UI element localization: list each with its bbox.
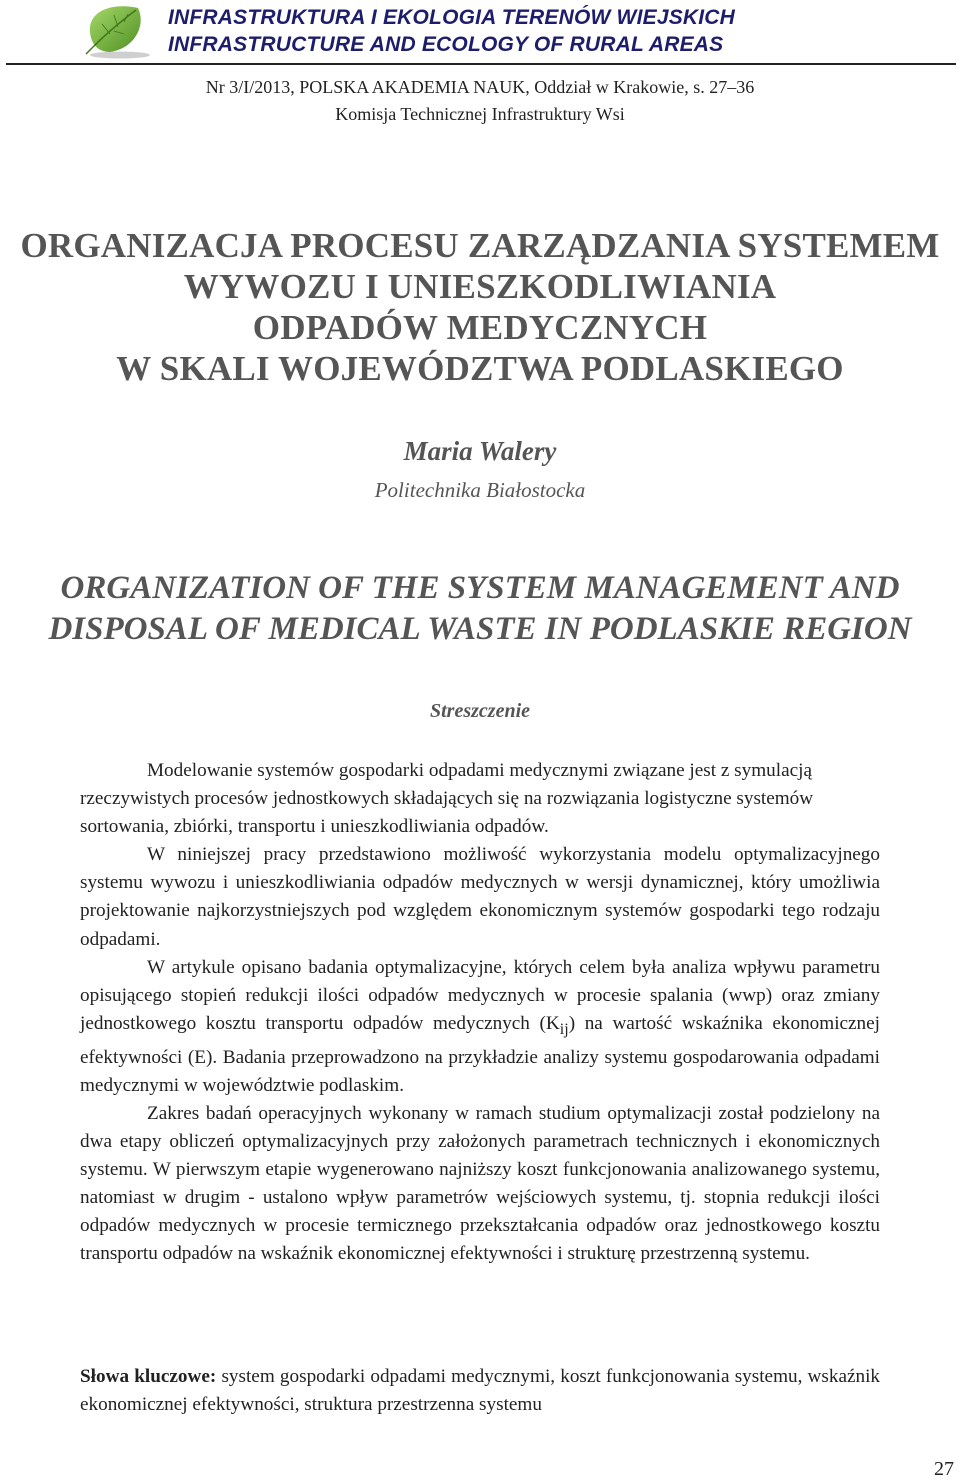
abstract-paragraph — [80, 954, 880, 1100]
journal-header — [0, 0, 960, 66]
page-number: 27 — [934, 1458, 954, 1480]
abstract-text: W artykule opisano badania optymalizacyjne, których celem była analiza wpływu parametru opisującego stopień redukcji ilości odpadów medycznych w procesie spalania (wwp) oraz zmiany jednostkowego kosztu transportu odpadów medycznych (K — [80, 956, 880, 1034]
title-pl-line: W SKALI WOJEWÓDZTWA PODLASKIEGO — [116, 349, 844, 388]
issue-info — [0, 74, 960, 128]
title-en-line: ORGANIZATION OF THE SYSTEM MANAGEMENT AND — [60, 570, 900, 606]
leaf-logo-icon — [80, 2, 158, 60]
title-pl-line: ORGANIZACJA PROCESU ZARZĄDZANIA SYSTEMEM — [20, 226, 940, 265]
article-title-pl — [0, 225, 960, 389]
abstract-paragraph: Zakres badań operacyjnych wykonany w ramach studium optymalizacji został podzielony na dwa etapy obliczeń optymalizacyjnych przy założonych parametrach technicznych i ekonomicznych systemu. W pierwszym etapie wygenerowano najniższy koszt funkcjonowania analizowanego systemu, natomiast w drugim - ustalono wpływ parametrów wejściowych systemu, tj. stopnia redukcji ilości odpadów medycznych w procesie termicznego przekształcania odpadów oraz jednostkowego kosztu transportu odpadów na wskaźnik ekonomicznej efektywności i strukturę przestrzenną systemu. — [80, 1102, 880, 1265]
journal-title-en: INFRASTRUCTURE AND ECOLOGY OF RURAL AREAS — [168, 33, 724, 56]
subscript-ij: ij — [559, 1020, 569, 1038]
abstract-heading: Streszczenie — [430, 700, 530, 722]
author-affiliation: Politechnika Białostocka — [374, 478, 586, 502]
title-pl-line: WYWOZU I UNIESZKODLIWIANIA — [183, 267, 777, 306]
title-pl-line: ODPADÓW MEDYCZNYCH — [252, 308, 708, 347]
abstract-body — [80, 757, 880, 1269]
journal-title-pl: INFRASTRUKTURA I EKOLOGIA TERENÓW WIEJSKICH — [168, 6, 736, 29]
journal-titles — [168, 4, 928, 58]
issue-line-2: Komisja Technicznej Infrastruktury Wsi — [335, 104, 625, 124]
keywords — [80, 1363, 880, 1419]
header-divider — [6, 63, 956, 65]
keywords-label: Słowa kluczowe: — [80, 1366, 217, 1387]
abstract-text: ) na wartość wskaźnika ekonomicznej efektywności (E). Badania przeprowadzono na przykładzie analizy systemu gospodarowania odpadami medycznymi w województwie podlaskim. — [80, 1012, 880, 1096]
issue-line-1: Nr 3/I/2013, POLSKA AKADEMIA NAUK, Oddział w Krakowie, s. 27–36 — [205, 77, 755, 97]
abstract-paragraph: Modelowanie systemów gospodarki odpadami medycznymi związane jest z symulacją rzeczywistych procesów jednostkowych składających się na rozwiązania logistyczne systemów sortowania, zbiórki, transportu i unieszkodliwiania odpadów. — [80, 760, 814, 838]
author-name: Maria Walery — [403, 436, 557, 466]
article-title-en — [0, 568, 960, 650]
title-en-line: DISPOSAL OF MEDICAL WASTE IN PODLASKIE REGION — [48, 611, 912, 647]
abstract-paragraph: W niniejszej pracy przedstawiono możliwość wykorzystania modelu optymalizacyjnego systemu wywozu i unieszkodliwiania odpadów medycznych w wersji dynamicznej, który umożliwia projektowanie najkorzystniejszych pod względem ekonomicznym systemów gospodarki tego rodzaju odpadami. — [80, 844, 880, 950]
keywords-text: system gospodarki odpadami medycznymi, koszt funkcjonowania systemu, wskaźnik ekonomicznej efektywności, struktura przestrzenna systemu — [80, 1366, 881, 1415]
